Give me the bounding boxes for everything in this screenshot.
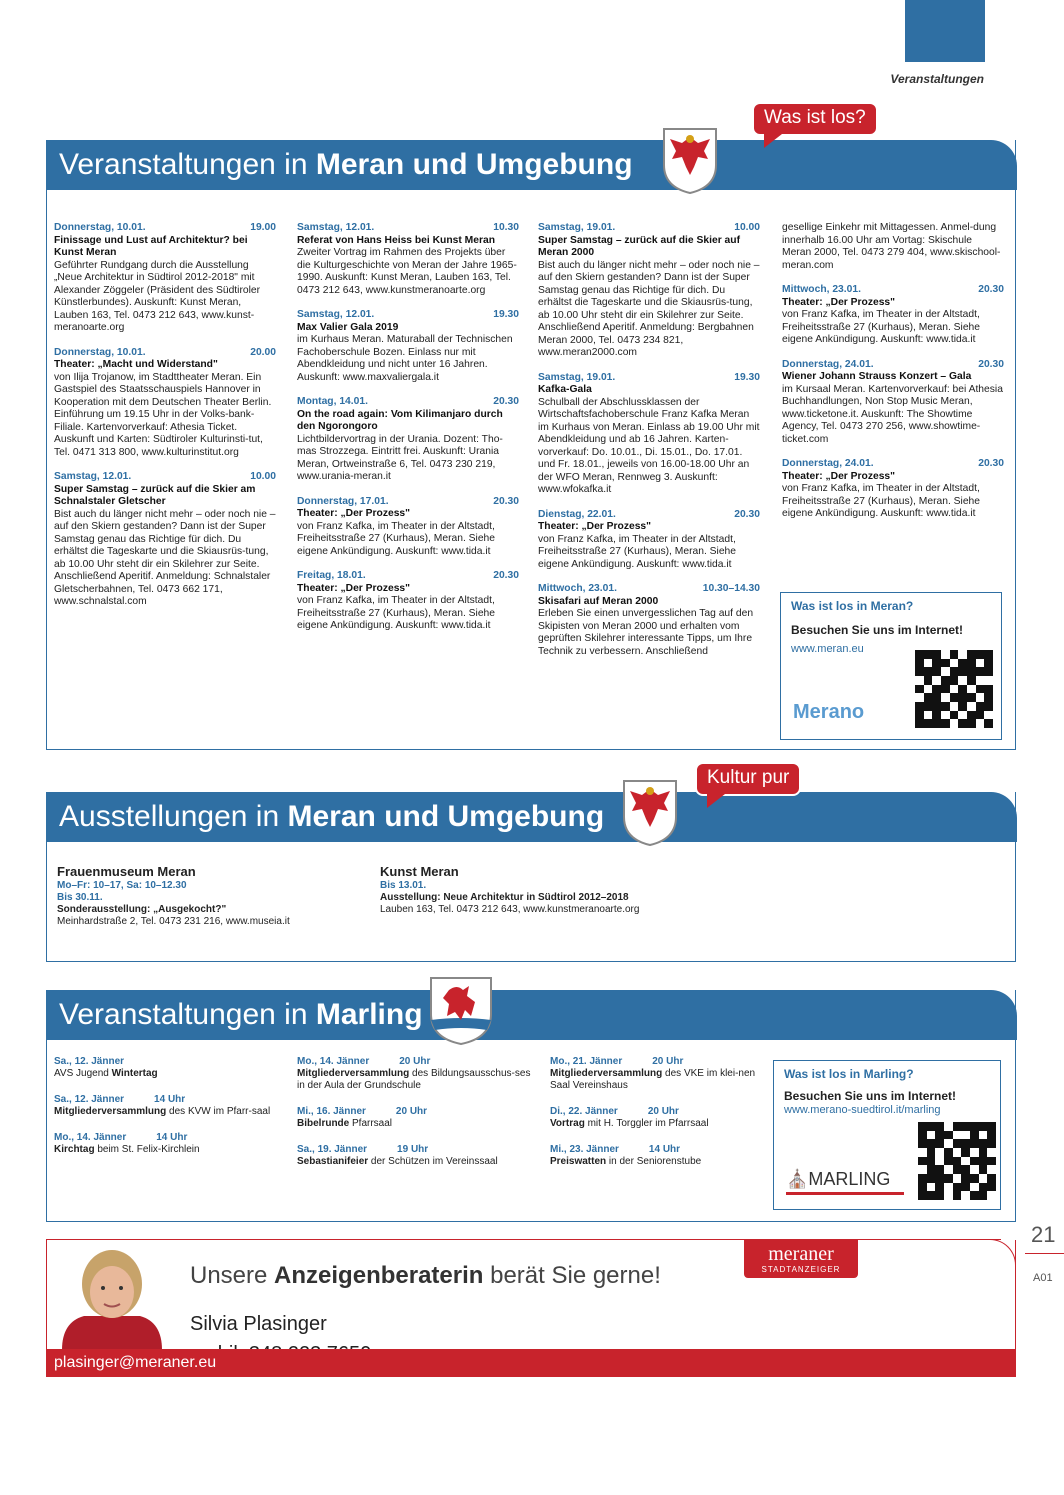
marling-logo: ⛪MARLING: [786, 1169, 904, 1195]
marling-lion-crest-icon: [427, 976, 495, 1046]
meran-header: [47, 140, 1017, 190]
kunst-meran-entry: Kunst Meran Bis 13.01. Ausstellung: Neue Architektur in Südtirol 2012–2018 Lauben 163, Tel. 0473 212 643, www.kunstmeranoarte.org: [380, 864, 640, 915]
kultur-pur-bubble: Kultur pur: [695, 762, 801, 796]
meran-title-normal: Veranstaltungen in: [59, 148, 316, 181]
ausstellungen-header: Ausstellungen in Meran und Umgebung: [47, 792, 1017, 842]
advisor-photo: [62, 1244, 162, 1350]
merano-logo: Merano: [793, 701, 865, 723]
meran-url-link[interactable]: www.meran.eu: [791, 643, 864, 655]
marling-col-1: Sa., 12. Jänner AVS Jugend Wintertag Sa., 12. Jänner 14 Uhr Mitgliederversammlung des KVW im Pfarr-saal Mo., 14. Jänner 14 Uhr Kirchtag beim St. Felix-Kirchlein: [54, 1056, 271, 1155]
meran-title-bold: Meran und Umgebung: [315, 148, 633, 181]
meran-info-visit: Besuchen Sie uns im Internet!: [791, 623, 964, 637]
advisor-email-link[interactable]: plasinger@meraner.eu: [46, 1349, 1016, 1377]
frauenmuseum-entry: Frauenmuseum Meran Mo–Fr: 10–17, Sa: 10–12.30 Bis 30.11. Sonderausstellung: „Ausgekocht?" Meinhardstraße 2, Tel. 0473 231 216, www.museia.it: [57, 864, 290, 927]
marling-qr-code: [918, 1122, 996, 1200]
meran-info-question: Was ist los in Meran?: [791, 599, 914, 613]
was-ist-los-bubble: Was ist los?: [752, 102, 878, 136]
meran-col-3: Samstag, 19.01. 10.00 Super Samstag – zurück auf die Skier auf Meran 2000 Bist auch du länger nicht mehr – oder noch nie – auf den Skiern gestanden? Dann ist der Super Samstag genau das Richtige für dich. Du erhältst die Tageskarte und die Skiausrüs-tung, ab 10.00 Uhr steht dir ein Skilehrer zur Seite. Anschließend Aperitif. Anmeldung: Bergbahnen Meran 2000, Tel. 0473 234 821, www.meran2000.com Samstag, 19.01. 19.30 Kafka-Gala Schulball der Abschlussklassen der Wirtschaftsfachoberschule Franz Kafka Meran im Kurhaus von Meran. Einlass ab 19.00 Uhr mit Abendkleidung und ab 16 Jahren. Karten-vorverkauf: Do. 10.01., Di. 15.01., Do. 17.01. und Fr. 18.01., jeweils von 16.00-18.00 Uhr an der WFO Meran, Rennweg 3. Auskunft: www.wfokafka.it Dienstag, 22.01. 20.30 Theater: „Der Prozess" von Franz Kafka, im Theater in der Altstadt, Freiheitsstraße 27 (Kurhaus), Meran. Siehe eigene Ankündigung. Auskunft: www.tida.it Mittwoch, 23.01. 10.30–14.30 Skisafari auf Meran 2000 Erleben Sie einen unvergesslichen Tag auf den Skipisten von Meran 2000 und erhalten vom geprüften Skilehrer interessante Tipps, um Ihre Technik zu verbessern. Anschließend: [538, 222, 760, 657]
page-number-divider: [1025, 1253, 1064, 1254]
page-number: 21: [1031, 1222, 1056, 1247]
section-tab: [905, 0, 985, 62]
meraner-brand-logo: meraner STADTANZEIGER: [744, 1240, 858, 1278]
meran-col-4: gesellige Einkehr mit Mittagessen. Anmel-dung innerhalb 16.00 Uhr am Vortag: Skischule Meran 2000, Tel. 0473 279 404, www.skischool-meran.com Mittwoch, 23.01. 20.30 Theater: „Der Prozess" von Franz Kafka, im Theater in der Altstadt, Freiheitsstraße 27 (Kurhaus), Meran. Siehe eigene Ankündigung. Auskunft: www.tida.it Donnerstag, 24.01. 20.30 Wiener Johann Strauss Konzert – Gala im Kursaal Meran. Kartenvorverkauf: bei Athesia Buchhandlungen, Non Stop Music Meran, www.ticketone.it. Auskunft: The Showtime Agency, Tel. 0473 270 256, www.showtime-ticket.com Donnerstag, 24.01. 20.30 Theater: „Der Prozess" von Franz Kafka, im Theater in der Altstadt, Freiheitsstraße 27 (Kurhaus), Meran. Siehe eigene Ankündigung. Auskunft: www.tida.it: [782, 222, 1004, 519]
meran-col-2: Samstag, 12.01. 10.30 Referat von Hans Heiss bei Kunst Meran Zweiter Vortrag im Rahmen des Projekts über die Kulturgeschichte von Meran der Jahre 1965-1990. Auskunft: Kunst Meran, Lauben 163, Tel. 0473 212 643, www.kunstmeranoarte.org Samstag, 12.01. 19.30 Max Valier Gala 2019 im Kurhaus Meran. Maturaball der Technischen Fachoberschule Bozen. Einlass nur mit Abendkleidung und nicht unter 16 Jahren. Auskunft: www.maxvaliergala.it Montag, 14.01. 20.30 On the road again: Vom Kilimanjaro durch den Ngorongoro Lichtbildervortrag in der Urania. Dozent: Tho-mas Strozzega. Eintritt frei. Auskunft: Urania Meran, Ortweinstraße 6, Tel. 0473 230 219, www.urania-meran.it Donnerstag, 17.01. 20.30 Theater: „Der Prozess" von Franz Kafka, im Theater in der Altstadt, Freiheitsstraße 27 (Kurhaus), Meran. Siehe eigene Ankündigung. Auskunft: www.tida.it Freitag, 18.01. 20.30 Theater: „Der Prozess" von Franz Kafka, im Theater in der Altstadt, Freiheitsstraße 27 (Kurhaus), Meran. Siehe eigene Ankündigung. Auskunft: www.tida.it: [297, 222, 519, 631]
marling-col-2: Mo., 14. Jänner 20 Uhr Mitgliederversammlung des Bildungsausschus-ses in der Aula der Grundschule Mi., 16. Jänner 20 Uhr Bibelrunde Pfarrsaal Sa., 19. Jänner 19 Uhr Sebastianifeier der Schützen im Vereinssaal: [297, 1056, 531, 1167]
marling-info-box: Was ist los in Marling? Besuchen Sie uns im Internet! www.merano-suedtirol.it/marling ⛪MARLING: [773, 1060, 1001, 1210]
marling-col-3: Mo., 21. Jänner 20 Uhr Mitgliederversammlung des VKE im klei-nen Saal Vereinshaus Di., 22. Jänner 20 Uhr Vortrag mit H. Torggler im Pfarrsaal Mi., 23. Jänner 14 Uhr Preiswatten in der Seniorenstube: [550, 1056, 756, 1167]
meran-qr-code: [915, 650, 993, 728]
tyrol-eagle-crest-icon: [660, 125, 720, 195]
church-icon: ⛪: [786, 1169, 809, 1189]
page-code: A01: [1033, 1272, 1053, 1284]
section-label: Veranstaltungen: [890, 72, 984, 86]
ad-headline: Unsere Anzeigenberaterin berät Sie gerne!: [190, 1262, 661, 1289]
marling-url-link[interactable]: www.merano-suedtirol.it/marling: [784, 1104, 941, 1116]
marling-header: Veranstaltungen in Marling: [47, 990, 1017, 1040]
col4-intro: gesellige Einkehr mit Mittagessen. Anmel-dung innerhalb 16.00 Uhr am Vortag: Skischule Meran 2000, Tel. 0473 279 404, www.skischool-meran.com: [782, 222, 1001, 271]
meran-col-1: Donnerstag, 10.01. 19.00 Finissage und Lust auf Architektur? bei Kunst Meran Geführter Rundgang durch die Ausstellung „Neue Architektur in Südtirol 2012-2018" mit Alexander Zöggeler (Präsident des Südtiroler Künstlerbundes). Auskunft: Kunst Meran, Lauben 163, Tel. 0473 212 643, www.kunst-meranoarte.org Donnerstag, 10.01. 20.00 Theater: „Macht und Widerstand" von Ilija Trojanow, im Stadttheater Meran. Ein Gastspiel des Staatsschauspiels Hannover in Kooperation mit dem Deutschen Theater Berlin. Einführung um 19.15 Uhr in der Volks-bank-Filiale. Kartenvorverkauf: Athesia Ticket. Auskunft und Karten: Südtiroler Kulturinsti-tut, Tel. 0471 313 800, www.kulturinstitut.org Samstag, 12.01. 10.00 Super Samstag – zurück auf die Skier am Schnalstaler Gletscher Bist auch du länger nicht mehr – oder noch nie – auf den Skiern gestanden? Dann ist der Super Samstag genau das Richtige für dich. Du erhältst die Tageskarte und die Skiausrüs-tung, ab 10.00 Uhr steht dir ein Skilehrer zur Seite. Anschließend Aperitif. Anmeldung: Schnalstaler Gletscherbahnen, Tel. 0473 662 171, www.schnalstal.com: [54, 222, 276, 607]
tyrol-eagle-crest-icon: [620, 777, 680, 847]
advisor-name: Silvia Plasinger: [190, 1313, 327, 1335]
